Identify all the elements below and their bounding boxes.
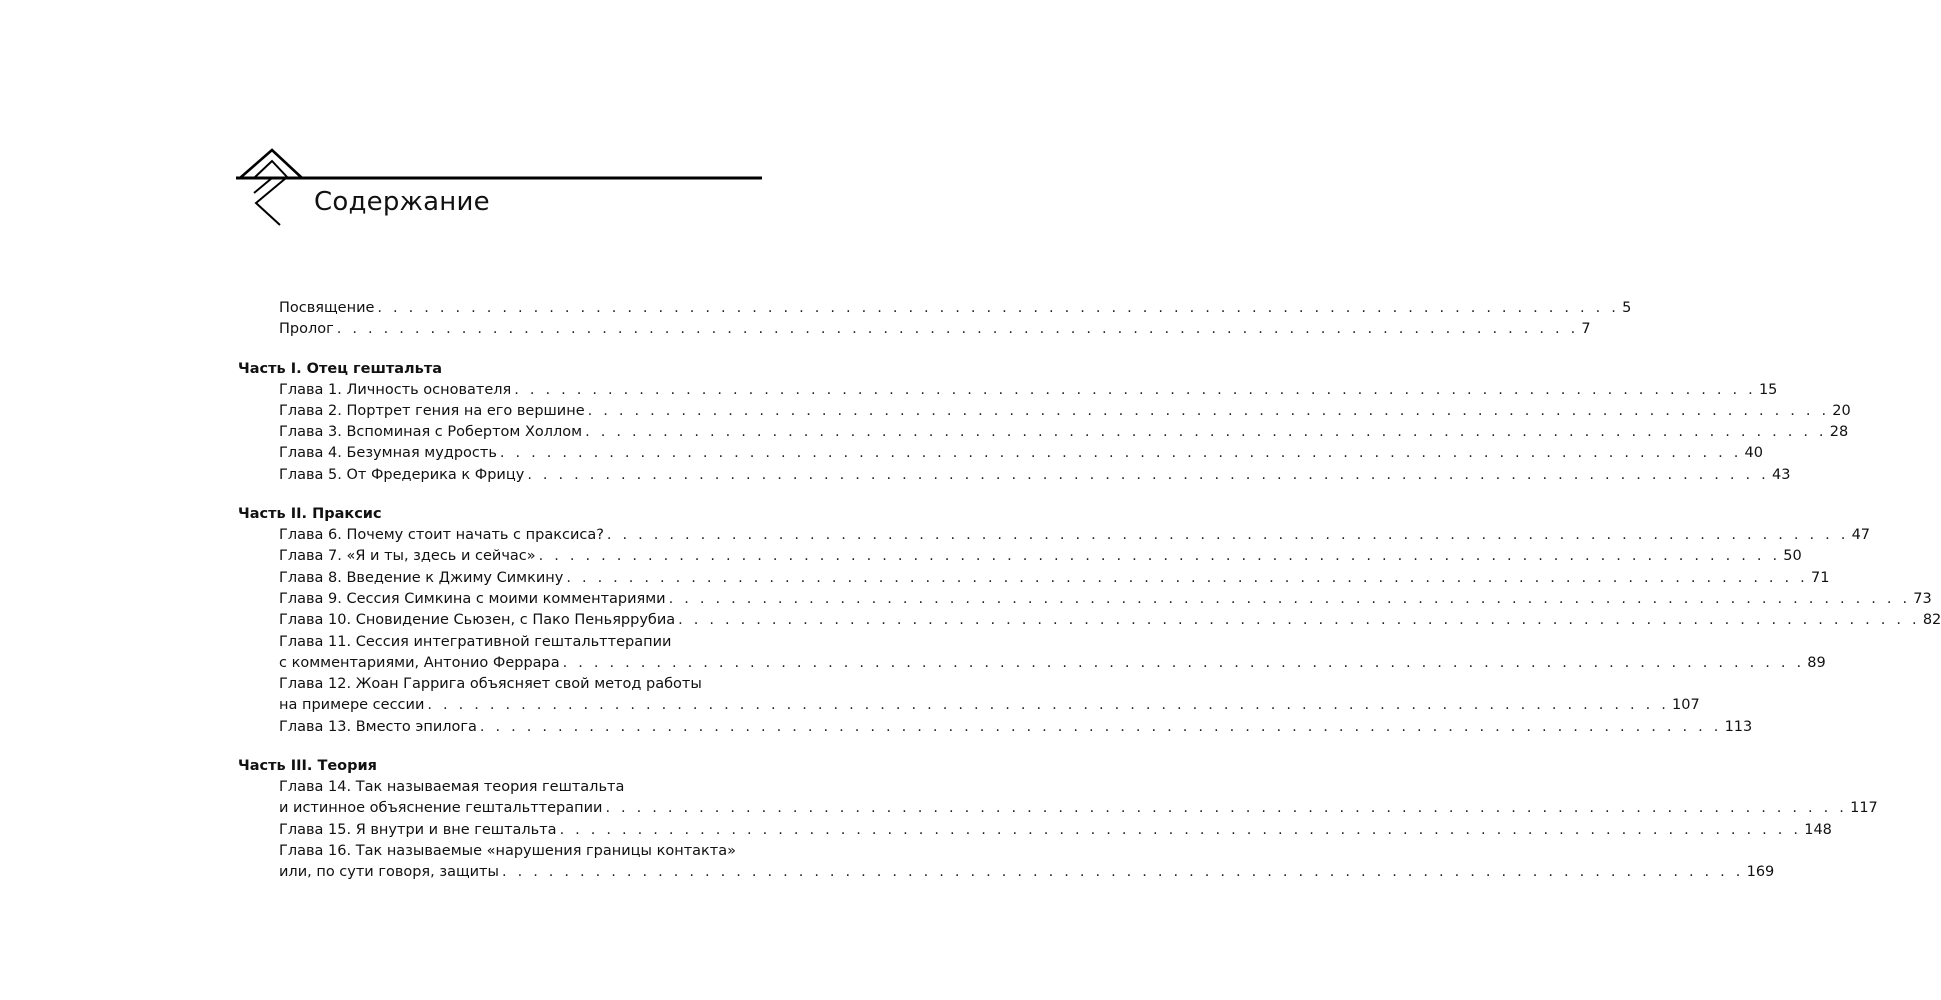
dot-leader: . . . . . . . . . . . . . . . . . . . . . . . . . . . . . . . . . . . . . . . . . . . . . . . . . . . . . . . . . . . . . . . . . . . . . . . . . . . . . . . . — [559, 821, 1802, 838]
toc-entry-title-line: Глава 14. Так называемая теория гештальта — [279, 779, 625, 796]
page-number: 5 — [1622, 300, 1632, 316]
toc-entry-title: Глава 9. Сессия Симкина с моими комментариями — [279, 590, 666, 607]
page-number: 50 — [1783, 548, 1802, 565]
toc-entry-title: на примере сессии — [279, 697, 425, 714]
dot-leader: . . . . . . . . . . . . . . . . . . . . . . . . . . . . . . . . . . . . . . . . . . . . . . . . . . . . . . . . . . . . . . . . . . . . . . . . . . . . . . . . — [678, 612, 1920, 629]
toc-entry-title: Глава 5. От Фредерика к Фрицу — [279, 466, 525, 483]
toc-entry[interactable] — [238, 319, 1591, 340]
dot-leader: . . . . . . . . . . . . . . . . . . . . . . . . . . . . . . . . . . . . . . . . . . . . . . . . . . . . . . . . . . . . . . . . . . . . . . . . . . . . . . . . — [427, 697, 1670, 714]
dot-leader: . . . . . . . . . . . . . . . . . . . . . . . . . . . . . . . . . . . . . . . . . . . . . . . . . . . . . . . . . . . . . . . . . . . . . . . . . . . . . . . . — [479, 718, 1722, 735]
toc-entry-title: Глава 2. Портрет гения на его вершине — [279, 402, 585, 419]
toc-entry-title: Глава 6. Почему стоит начать с праксиса? — [279, 527, 604, 544]
page-number: 28 — [1829, 424, 1849, 441]
dot-leader: . . . . . . . . . . . . . . . . . . . . . . . . . . . . . . . . . . . . . . . . . . . . . . . . . . . . . . . . . . . . . . . . . . . . . . . . . . . . . . . . — [501, 864, 1744, 881]
page-number: 7 — [1581, 321, 1591, 338]
toc-entry[interactable] — [238, 653, 1826, 674]
toc-entry[interactable] — [238, 298, 1632, 319]
toc-entry-title-line: Глава 16. Так называемые «нарушения границы контакта» — [279, 842, 736, 859]
toc-entry-title: Посвящение — [279, 300, 375, 316]
dot-leader: . . . . . . . . . . . . . . . . . . . . . . . . . . . . . . . . . . . . . . . . . . . . . . . . . . . . . . . . . . . . . . . . . . . . . . . . . . . . . . . . — [527, 466, 1769, 483]
part-heading: Часть III. Теория — [238, 758, 377, 775]
chapter-header — [236, 145, 762, 235]
page-number: 71 — [1810, 569, 1830, 586]
page-number: 82 — [1922, 612, 1941, 629]
page-title: Содержание — [314, 187, 490, 217]
toc-entry[interactable] — [238, 443, 1763, 464]
page-number: 73 — [1913, 590, 1932, 607]
page-number: 15 — [1758, 381, 1778, 398]
toc-entry[interactable] — [238, 380, 1778, 401]
toc-entry[interactable] — [238, 798, 1878, 819]
toc-entry[interactable] — [238, 589, 1932, 610]
toc-entry[interactable] — [238, 525, 1871, 546]
page-number: 107 — [1672, 697, 1700, 714]
dot-leader: . . . . . . . . . . . . . . . . . . . . . . . . . . . . . . . . . . . . . . . . . . . . . . . . . . . . . . . . . . . . . . . . . . . . . . . . . . . . . . . . — [606, 527, 1849, 544]
dot-leader: . . . . . . . . . . . . . . . . . . . . . . . . . . . . . . . . . . . . . . . . . . . . . . . . . . . . . . . . . . . . . . . . . . . . . . . . . . . . . . . . — [499, 445, 1742, 462]
part-section — [238, 755, 1878, 883]
dot-leader: . . . . . . . . . . . . . . . . . . . . . . . . . . . . . . . . . . . . . . . . . . . . . . . . . . . . . . . . . . . . . . . . . . . . . . . . . . . . . . . . — [562, 654, 1805, 671]
part-heading: Часть II. Праксис — [238, 506, 382, 523]
page-number: 43 — [1771, 466, 1791, 483]
dot-leader: . . . . . . . . . . . . . . . . . . . . . . . . . . . . . . . . . . . . . . . . . . . . . . . . . . . . . . . . . . . . . . . . . . . . . . . . . . . . . . . . — [668, 590, 1911, 607]
part-section — [238, 358, 1851, 486]
toc-entry[interactable] — [238, 695, 1700, 716]
toc-entry-title-line: Глава 12. Жоан Гаррига объясняет свой метод работы — [279, 676, 702, 693]
dot-leader: . . . . . . . . . . . . . . . . . . . . . . . . . . . . . . . . . . . . . . . . . . . . . . . . . . . . . . . . . . . . . . . . . . . . . . . . . . . . . . . . — [605, 800, 1848, 817]
toc-entry-title: или, по сути говоря, защиты — [279, 864, 499, 881]
toc-entry-title: Глава 3. Вспоминая с Робертом Холлом — [279, 424, 583, 441]
toc-entry-title: Глава 4. Безумная мудрость — [279, 445, 497, 462]
toc-entry[interactable] — [238, 422, 1849, 443]
toc-entry[interactable] — [238, 568, 1830, 589]
toc-entry[interactable] — [238, 465, 1791, 486]
dot-leader: . . . . . . . . . . . . . . . . . . . . . . . . . . . . . . . . . . . . . . . . . . . . . . . . . . . . . . . . . . . . . . . . . . . . . . . . . . . . . . . . — [336, 321, 1579, 338]
dot-leader: . . . . . . . . . . . . . . . . . . . . . . . . . . . . . . . . . . . . . . . . . . . . . . . . . . . . . . . . . . . . . . . . . . . . . . . . . . . . . . . . — [377, 300, 1620, 316]
toc-entry[interactable] — [238, 717, 1753, 738]
page-number: 113 — [1724, 718, 1753, 735]
toc-entry-title-line: Глава 11. Сессия интегративной гештальттерапии — [279, 633, 672, 650]
page-number: 20 — [1832, 402, 1851, 419]
toc-entry-title: Пролог — [279, 321, 334, 338]
page-number: 47 — [1851, 527, 1871, 544]
toc-entry-title: Глава 10. Сновидение Сьюзен, с Пако Пеньяррубиа — [279, 612, 676, 629]
page-number: 117 — [1850, 800, 1878, 817]
toc-entry[interactable] — [238, 820, 1832, 841]
part-heading: Часть I. Отец гештальта — [238, 360, 443, 377]
page-number: 40 — [1744, 445, 1763, 462]
toc-entry-title: Глава 13. Вместо эпилога — [279, 718, 477, 735]
toc-entry[interactable] — [238, 401, 1851, 422]
table-of-contents — [238, 298, 1941, 884]
toc-entry-title: и истинное объяснение гештальттерапии — [279, 800, 603, 817]
toc-entry[interactable] — [238, 610, 1941, 631]
toc-entry-title: Глава 15. Я внутри и вне гештальта — [279, 821, 557, 838]
toc-entry-title: с комментариями, Антонио Феррара — [279, 654, 560, 671]
dot-leader: . . . . . . . . . . . . . . . . . . . . . . . . . . . . . . . . . . . . . . . . . . . . . . . . . . . . . . . . . . . . . . . . . . . . . . . . . . . . . . . . — [538, 548, 1781, 565]
dot-leader: . . . . . . . . . . . . . . . . . . . . . . . . . . . . . . . . . . . . . . . . . . . . . . . . . . . . . . . . . . . . . . . . . . . . . . . . . . . . . . . . — [585, 424, 1827, 441]
page-number: 169 — [1746, 864, 1775, 881]
toc-entry-title: Глава 8. Введение к Джиму Симкину — [279, 569, 564, 586]
page-number: 89 — [1807, 654, 1826, 671]
toc-entry[interactable] — [238, 862, 1775, 883]
part-section — [238, 503, 1941, 738]
dot-leader: . . . . . . . . . . . . . . . . . . . . . . . . . . . . . . . . . . . . . . . . . . . . . . . . . . . . . . . . . . . . . . . . . . . . . . . . . . . . . . . . — [587, 402, 1830, 419]
dot-leader: . . . . . . . . . . . . . . . . . . . . . . . . . . . . . . . . . . . . . . . . . . . . . . . . . . . . . . . . . . . . . . . . . . . . . . . . . . . . . . . . — [514, 381, 1756, 398]
page-number: 148 — [1804, 821, 1832, 838]
toc-entry[interactable] — [238, 546, 1802, 567]
toc-entry-title: Глава 7. «Я и ты, здесь и сейчас» — [279, 548, 536, 565]
dot-leader: . . . . . . . . . . . . . . . . . . . . . . . . . . . . . . . . . . . . . . . . . . . . . . . . . . . . . . . . . . . . . . . . . . . . . . . . . . . . . . . . — [566, 569, 1808, 586]
toc-entry-title: Глава 1. Личность основателя — [279, 381, 512, 398]
